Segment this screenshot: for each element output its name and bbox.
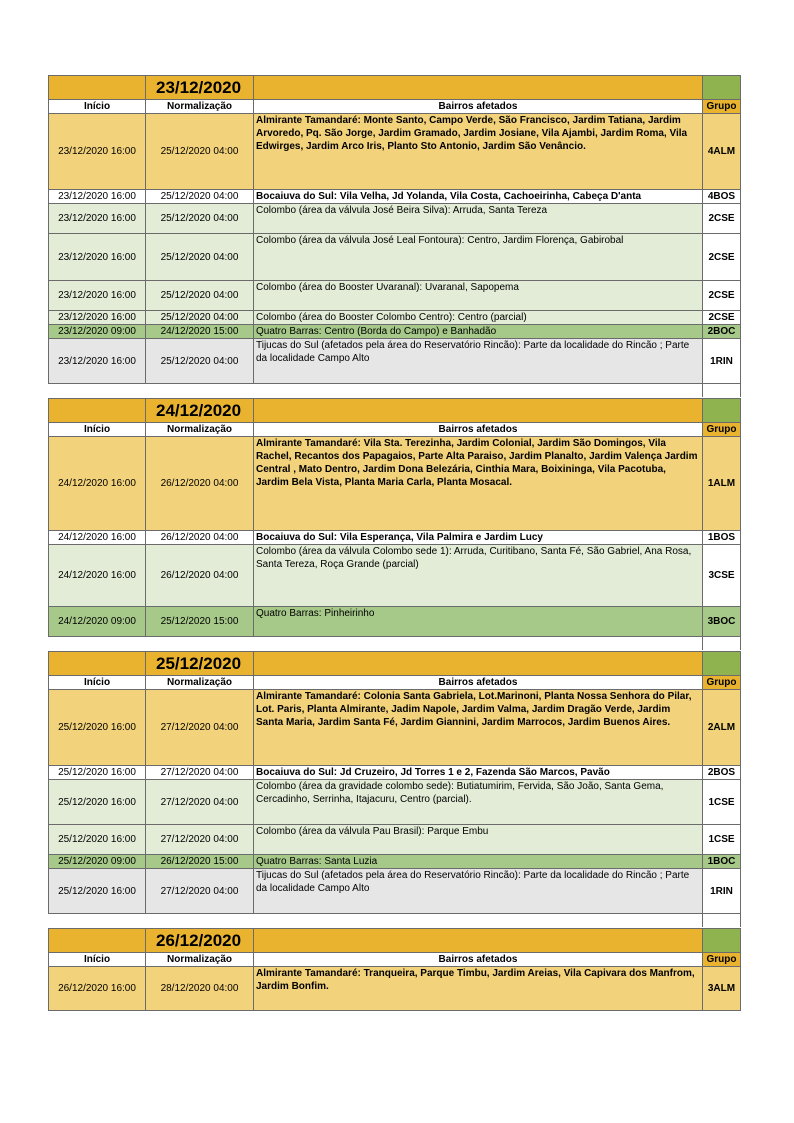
grupo-cell: 2BOS [703,766,741,780]
title-blank-cell [49,929,146,953]
inicio-cell: 23/12/2020 16:00 [49,281,146,311]
bairros-cell: Colombo (área do Booster Colombo Centro): Centro (parcial) [254,311,703,325]
title-blank-cell [49,399,146,423]
normalizacao-cell: 27/12/2020 04:00 [146,780,254,825]
grupo-cell: 2CSE [703,311,741,325]
schedule-sheet [48,75,740,1011]
inicio-cell: 25/12/2020 16:00 [49,766,146,780]
bairros-cell: Quatro Barras: Santa Luzia [254,855,703,869]
inicio-cell: 24/12/2020 16:00 [49,545,146,607]
grupo-cell: 1BOC [703,855,741,869]
spacer-cell [254,637,703,651]
title-blank-cell [254,76,703,100]
inicio-cell: 23/12/2020 16:00 [49,234,146,281]
day-table [48,928,741,1011]
header-grupo: Grupo [703,676,741,690]
table-row [49,339,741,384]
day-table [48,398,741,650]
grupo-cell: 1ALM [703,437,741,531]
table-row [49,690,741,766]
spacer-cell [703,914,741,928]
grupo-cell: 2ALM [703,690,741,766]
inicio-cell: 25/12/2020 16:00 [49,780,146,825]
normalizacao-cell: 27/12/2020 04:00 [146,690,254,766]
inicio-cell: 26/12/2020 16:00 [49,967,146,1011]
inicio-cell: 23/12/2020 16:00 [49,204,146,234]
table-row [49,531,741,545]
title-group-cell [703,76,741,100]
grupo-cell: 1BOS [703,531,741,545]
title-blank-cell [254,929,703,953]
header-grupo: Grupo [703,100,741,114]
table-row [49,607,741,637]
grupo-cell: 1CSE [703,825,741,855]
inicio-cell: 23/12/2020 16:00 [49,311,146,325]
bairros-cell: Bocaiuva do Sul: Vila Velha, Jd Yolanda, Vila Costa, Cachoeirinha, Cabeça D'anta [254,190,703,204]
grupo-cell: 2CSE [703,281,741,311]
normalizacao-cell: 25/12/2020 04:00 [146,311,254,325]
spacer-cell [146,914,254,928]
table-row [49,325,741,339]
normalizacao-cell: 25/12/2020 04:00 [146,204,254,234]
day-date: 25/12/2020 [146,652,254,676]
inicio-cell: 25/12/2020 16:00 [49,825,146,855]
spacer-cell [703,384,741,398]
grupo-cell: 4ALM [703,114,741,190]
bairros-cell: Bocaiuva do Sul: Jd Cruzeiro, Jd Torres 1 e 2, Fazenda São Marcos, Pavão [254,766,703,780]
inicio-cell: 24/12/2020 16:00 [49,437,146,531]
bairros-cell: Quatro Barras: Pinheirinho [254,607,703,637]
title-group-cell [703,399,741,423]
header-normalizacao: Normalização [146,423,254,437]
day-date: 24/12/2020 [146,399,254,423]
normalizacao-cell: 25/12/2020 04:00 [146,234,254,281]
title-blank-cell [49,76,146,100]
table-row [49,766,741,780]
table-row [49,204,741,234]
grupo-cell: 2CSE [703,204,741,234]
header-bairros: Bairros afetados [254,676,703,690]
title-blank-cell [254,399,703,423]
day-table [48,75,741,397]
grupo-cell: 2BOC [703,325,741,339]
inicio-cell: 23/12/2020 16:00 [49,190,146,204]
table-row [49,545,741,607]
header-inicio: Início [49,676,146,690]
grupo-cell: 3BOC [703,607,741,637]
title-blank-cell [254,652,703,676]
spacer-cell [254,914,703,928]
header-grupo: Grupo [703,953,741,967]
normalizacao-cell: 27/12/2020 04:00 [146,869,254,914]
inicio-cell: 25/12/2020 09:00 [49,855,146,869]
header-grupo: Grupo [703,423,741,437]
header-normalizacao: Normalização [146,676,254,690]
header-bairros: Bairros afetados [254,953,703,967]
header-inicio: Início [49,953,146,967]
grupo-cell: 1RIN [703,339,741,384]
bairros-cell: Almirante Tamandaré: Monte Santo, Campo Verde, São Francisco, Jardim Tatiana, Jardim Arvoredo, Pq. São Jorge, Jardim Gramado, Jardim Josiane, Vila Ajambi, Jardim Roma, Vila Edwirges, Jardim Arco Iris, Planto Sto Antonio, Jardim São Venâncio. [254,114,703,190]
table-row [49,311,741,325]
day-date: 26/12/2020 [146,929,254,953]
bairros-cell: Quatro Barras: Centro (Borda do Campo) e Banhadão [254,325,703,339]
spacer-cell [254,384,703,398]
inicio-cell: 23/12/2020 16:00 [49,339,146,384]
normalizacao-cell: 27/12/2020 04:00 [146,766,254,780]
inicio-cell: 24/12/2020 09:00 [49,607,146,637]
bairros-cell: Almirante Tamandaré: Colonia Santa Gabriela, Lot.Marinoni, Planta Nossa Senhora do Pilar, Lot. Paris, Planta Almirante, Jadim Napole, Jardim Valma, Jardim Dragão Verde, Jardim Santa Maria, Jardim Santa Fé, Jardim Giannini, Jardim Marrocos, Jardim Buenos Aires. [254,690,703,766]
bairros-cell: Almirante Tamandaré: Vila Sta. Terezinha, Jardim Colonial, Jardim São Domingos, Vila Rachel, Recantos dos Papagaios, Parte Alta Paraiso, Jardim Planalto, Jardim Valença Jardim Central , Mato Dentro, Jardim Dona Belezária, Cinthia Mara, Boixininga, Vila Pacotuba, Jardim Bela Vista, Planta Maria Carla, Planta Mosacal. [254,437,703,531]
grupo-cell: 1CSE [703,780,741,825]
bairros-cell: Colombo (área da válvula José Leal Fontoura): Centro, Jardim Florença, Gabirobal [254,234,703,281]
normalizacao-cell: 25/12/2020 04:00 [146,339,254,384]
header-inicio: Início [49,423,146,437]
bairros-cell: Colombo (área da válvula Colombo sede 1): Arruda, Curitibano, Santa Fé, São Gabriel, Ana Rosa, Santa Tereza, Roça Grande (parcial) [254,545,703,607]
inicio-cell: 23/12/2020 16:00 [49,114,146,190]
normalizacao-cell: 25/12/2020 04:00 [146,281,254,311]
normalizacao-cell: 27/12/2020 04:00 [146,825,254,855]
inicio-cell: 24/12/2020 16:00 [49,531,146,545]
header-normalizacao: Normalização [146,100,254,114]
normalizacao-cell: 28/12/2020 04:00 [146,967,254,1011]
header-bairros: Bairros afetados [254,423,703,437]
grupo-cell: 1RIN [703,869,741,914]
bairros-cell: Colombo (área da válvula Pau Brasil): Parque Embu [254,825,703,855]
normalizacao-cell: 26/12/2020 04:00 [146,545,254,607]
title-group-cell [703,652,741,676]
bairros-cell: Almirante Tamandaré: Tranqueira, Parque Timbu, Jardim Areias, Vila Capivara dos Manfrom, Jardim Bonfim. [254,967,703,1011]
table-row [49,780,741,825]
spacer-cell [146,637,254,651]
spacer-cell [146,384,254,398]
day-table [48,651,741,927]
table-row [49,281,741,311]
normalizacao-cell: 25/12/2020 15:00 [146,607,254,637]
normalizacao-cell: 26/12/2020 04:00 [146,531,254,545]
table-row [49,437,741,531]
inicio-cell: 23/12/2020 09:00 [49,325,146,339]
table-row [49,234,741,281]
normalizacao-cell: 26/12/2020 04:00 [146,437,254,531]
spacer-cell [49,384,146,398]
title-group-cell [703,929,741,953]
normalizacao-cell: 25/12/2020 04:00 [146,190,254,204]
table-row [49,114,741,190]
grupo-cell: 3CSE [703,545,741,607]
spacer-cell [703,637,741,651]
grupo-cell: 4BOS [703,190,741,204]
normalizacao-cell: 26/12/2020 15:00 [146,855,254,869]
spacer-cell [49,914,146,928]
table-row [49,855,741,869]
inicio-cell: 25/12/2020 16:00 [49,690,146,766]
table-row [49,967,741,1011]
header-inicio: Início [49,100,146,114]
bairros-cell: Tijucas do Sul (afetados pela área do Reservatório Rincão): Parte da localidade do Rincão ; Parte da localidade Campo Alto [254,869,703,914]
grupo-cell: 3ALM [703,967,741,1011]
header-normalizacao: Normalização [146,953,254,967]
title-blank-cell [49,652,146,676]
table-row [49,869,741,914]
bairros-cell: Bocaiuva do Sul: Vila Esperança, Vila Palmira e Jardim Lucy [254,531,703,545]
bairros-cell: Tijucas do Sul (afetados pela área do Reservatório Rincão): Parte da localidade do Rincão ; Parte da localidade Campo Alto [254,339,703,384]
bairros-cell: Colombo (área do Booster Uvaranal): Uvaranal, Sapopema [254,281,703,311]
grupo-cell: 2CSE [703,234,741,281]
bairros-cell: Colombo (área da válvula José Beira Silva): Arruda, Santa Tereza [254,204,703,234]
table-row [49,825,741,855]
bairros-cell: Colombo (área da gravidade colombo sede): Butiatumirim, Fervida, São João, Santa Gema, Cercadinho, Serrinha, Itajacuru, Centro (parcial). [254,780,703,825]
day-date: 23/12/2020 [146,76,254,100]
normalizacao-cell: 25/12/2020 04:00 [146,114,254,190]
spacer-cell [49,637,146,651]
inicio-cell: 25/12/2020 16:00 [49,869,146,914]
header-bairros: Bairros afetados [254,100,703,114]
table-row [49,190,741,204]
normalizacao-cell: 24/12/2020 15:00 [146,325,254,339]
